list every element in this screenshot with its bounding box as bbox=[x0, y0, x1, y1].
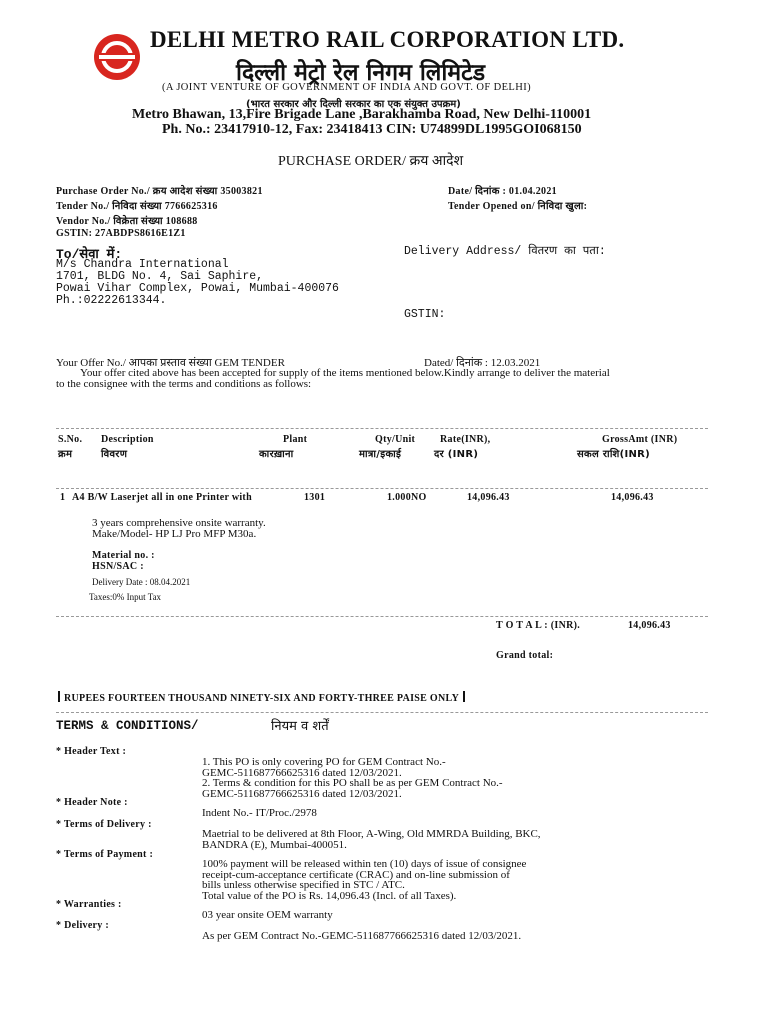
terms-delivery-line1: Maetrial to be delivered at 8th Floor, A-Wing, Old MMRDA Building, BKC, bbox=[202, 828, 541, 840]
company-contact: Ph. No.: 23417910-12, Fax: 23418413 CIN: U74899DL1995GOI068150 bbox=[162, 122, 582, 137]
bracket-right bbox=[463, 691, 465, 702]
terms-payment-line3: bills unless otherwise specified in STC / ATC. bbox=[202, 879, 405, 891]
header-text-label: * Header Text : bbox=[56, 746, 127, 757]
offer-dated: Dated/ दिनांक : 12.03.2021 bbox=[424, 357, 541, 369]
grand-total-label: Grand total: bbox=[496, 650, 554, 661]
taxes: Taxes:0% Input Tax bbox=[89, 592, 162, 602]
joint-venture-english: (A JOINT VENTURE OF GOVERNMENT OF INDIA AND GOVT. OF DELHI) bbox=[162, 82, 532, 93]
col-qty-hindi: मात्रा/इकाई bbox=[359, 449, 402, 460]
amount-in-words bbox=[54, 691, 469, 704]
row-plant: 1301 bbox=[304, 492, 326, 503]
terms-heading: TERMS & CONDITIONS/ bbox=[56, 719, 199, 733]
offer-accepted-line2: to the consignee with the terms and conditions as follows: bbox=[56, 378, 312, 390]
vendor-name: M/s Chandra International bbox=[56, 258, 229, 271]
col-qty: Qty/Unit bbox=[375, 434, 416, 445]
warranties: 03 year onsite OEM warranty bbox=[202, 909, 333, 921]
col-gross: GrossAmt (INR) bbox=[602, 434, 678, 445]
purchase-order-no: Purchase Order No./ क्रय आदेश संख्या 35003821 bbox=[56, 186, 263, 197]
row-description: A4 B/W Laserjet all in one Printer with bbox=[72, 492, 252, 503]
vendor-gstin: GSTIN: 27ABDPS8616E1Z1 bbox=[56, 228, 186, 239]
vendor-address-line1: 1701, BLDG No. 4, Sai Saphire, bbox=[56, 270, 264, 283]
divider bbox=[56, 488, 708, 489]
delivery-terms: As per GEM Contract No.-GEMC-511687766625316 dated 12/03/2021. bbox=[202, 930, 522, 942]
header-text-line1: 1. This PO is only covering PO for GEM Contract No.- bbox=[202, 756, 446, 768]
company-name-english: DELHI METRO RAIL CORPORATION LTD. bbox=[150, 27, 625, 52]
offer-accepted-line1: Your offer cited above has been accepted for supply of the items mentioned below.Kindly arrange to deliver the material bbox=[80, 367, 610, 379]
tender-opened: Tender Opened on/ निविदा खुला: bbox=[448, 201, 588, 212]
divider bbox=[56, 616, 708, 617]
delivery-gstin-label: GSTIN: bbox=[404, 308, 446, 321]
terms-payment-line1: 100% payment will be released within ten (10) days of issue of consignee bbox=[202, 858, 527, 870]
col-rate-hindi: दर (INR) bbox=[434, 449, 479, 460]
total-value: 14,096.43 bbox=[628, 620, 671, 631]
total-label: T O T A L : (INR). bbox=[496, 620, 581, 631]
divider bbox=[56, 712, 708, 713]
header-text-line3: 2. Terms & condition for this PO shall be as per GEM Contract No.- bbox=[202, 777, 503, 789]
vendor-no: Vendor No./ विक्रेता संख्या 108688 bbox=[56, 216, 198, 227]
terms-payment-line4: Total value of the PO is Rs. 14,096.43 (Incl. of all Taxes). bbox=[202, 890, 457, 902]
col-sno-hindi: क्रम bbox=[58, 449, 73, 460]
row-rate: 14,096.43 bbox=[467, 492, 510, 503]
col-sno: S.No. bbox=[58, 434, 83, 445]
offer-reference: Your Offer No./ आपका प्रस्ताव संख्या GEM TENDER bbox=[56, 357, 285, 369]
row-qty: 1.000NO bbox=[387, 492, 427, 503]
terms-heading-hindi: नियम व शर्तें bbox=[271, 719, 329, 734]
header-note: Indent No.- IT/Proc./2978 bbox=[202, 807, 317, 819]
company-name-hindi: दिल्ली मेट्रो रेल निगम लिमिटेड bbox=[236, 60, 486, 86]
terms-payment-label: * Terms of Payment : bbox=[56, 849, 154, 860]
terms-delivery-line2: BANDRA (E), Mumbai-400051. bbox=[202, 839, 347, 851]
company-address: Metro Bhawan, 13,Fire Brigade Lane ,Barakhamba Road, New Delhi-110001 bbox=[132, 107, 592, 122]
col-plant-hindi: कारख़ाना bbox=[259, 449, 294, 460]
col-description-hindi: विवरण bbox=[101, 449, 128, 460]
row-gross: 14,096.43 bbox=[611, 492, 654, 503]
vendor-address-line2: Powai Vihar Complex, Powai, Mumbai-400076 bbox=[56, 282, 339, 295]
delivery-date: Delivery Date : 08.04.2021 bbox=[92, 577, 191, 587]
warranties-label: * Warranties : bbox=[56, 899, 122, 910]
tender-no: Tender No./ निविदा संख्या 7766625316 bbox=[56, 201, 218, 212]
delivery-label: * Delivery : bbox=[56, 920, 110, 931]
terms-payment-line2: receipt-cum-acceptance certificate (CRAC) and on-line submission of bbox=[202, 869, 510, 881]
terms-delivery-label: * Terms of Delivery : bbox=[56, 819, 152, 830]
document-title: PURCHASE ORDER/ क्रय आदेश bbox=[278, 154, 464, 169]
joint-venture-hindi: (भारत सरकार और दिल्ली सरकार का एक संयुक्त उपक्रम) bbox=[246, 99, 461, 110]
row-sno: 1 bbox=[60, 492, 66, 503]
amount-words-text: RUPEES FOURTEEN THOUSAND NINETY-SIX AND FORTY-THREE PAISE ONLY bbox=[64, 693, 460, 704]
to-label: To/सेवा में: bbox=[56, 247, 123, 262]
bracket-left bbox=[58, 691, 60, 702]
item-detail-line1: 3 years comprehensive onsite warranty. bbox=[92, 517, 266, 529]
header-text-line4: GEMC-511687766625316 dated 12/03/2021. bbox=[202, 788, 402, 800]
col-rate: Rate(INR), bbox=[440, 434, 491, 445]
material-no: Material no. : bbox=[92, 550, 155, 561]
header-text-line2: GEMC-511687766625316 dated 12/03/2021. bbox=[202, 767, 402, 779]
col-plant: Plant bbox=[283, 434, 308, 445]
hsn-sac: HSN/SAC : bbox=[92, 561, 144, 572]
dmrc-logo bbox=[93, 33, 141, 81]
vendor-phone: Ph.:02222613344. bbox=[56, 294, 167, 307]
col-gross-hindi: सकल राशि(INR) bbox=[577, 449, 651, 460]
delivery-address-label: Delivery Address/ वितरण का पता: bbox=[404, 245, 606, 258]
order-date: Date/ दिनांक : 01.04.2021 bbox=[448, 186, 557, 197]
col-description: Description bbox=[101, 434, 154, 445]
divider bbox=[56, 428, 708, 429]
item-detail-line2: Make/Model- HP LJ Pro MFP M30a. bbox=[92, 528, 257, 540]
header-note-label: * Header Note : bbox=[56, 797, 128, 808]
